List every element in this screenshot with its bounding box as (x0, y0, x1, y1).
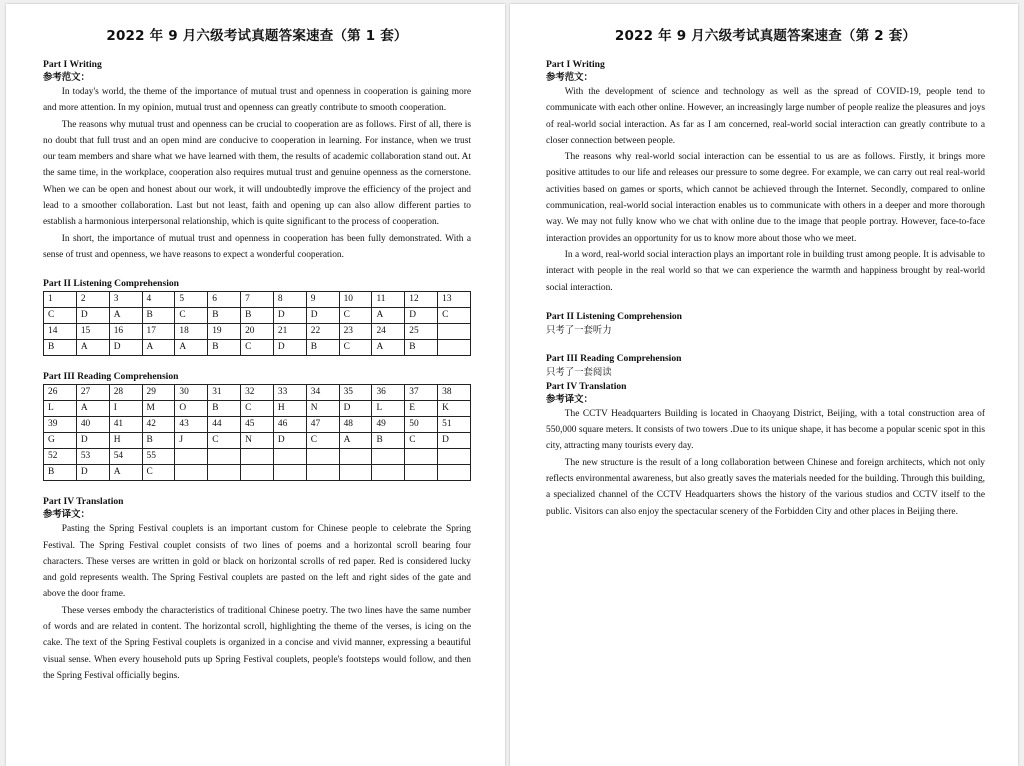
answer-cell (372, 465, 405, 481)
question-number-cell: 35 (339, 385, 372, 401)
answer-cell: D (76, 308, 109, 324)
question-number-cell: 45 (241, 417, 274, 433)
answer-cell: D (76, 465, 109, 481)
question-number-cell: 14 (44, 324, 77, 340)
answer-cell: C (339, 340, 372, 356)
answer-cell (339, 465, 372, 481)
question-number-cell (372, 449, 405, 465)
answer-cell (405, 465, 438, 481)
sample-essay-label: 参考范文： (546, 72, 593, 83)
answer-cell: C (142, 465, 175, 481)
question-number-cell: 7 (241, 292, 274, 308)
paragraph: These verses embody the characteristics of traditional Chinese poetry. The two lines have the same number of words and are related in content. The horizontal scroll, highlighting the theme of the verses, is icing on the cake. The text of the Spring Festival couplets is organized in a concise and vivid manner, expressing a beautiful visual sense. When every household puts up Spring Festival couplets, people's footsteps would follow, and then the Spring Festival officially begins. (43, 605, 471, 681)
question-number-cell: 17 (142, 324, 175, 340)
question-number-cell (241, 449, 274, 465)
question-number-cell (438, 449, 471, 465)
paragraph: The reasons why mutual trust and openness can be crucial to cooperation are as follows. First of all, there is no doubt that full trust and an open mind are conducive to cooperation in learning. For instance, when we trust our team members and share what we have learned with them, the results of academic collaboration stand out. At the same time, in the workplace, cooperation also requires mutual trust and genuine openness as the cornerstone. When we can be open and honest about our work, it will undoubtedly improve the efficiency of the project and lead to a smoother collaboration. Last but not least, faith and opening up can also allow different parties to establish a harmonious interpersonal relationship, which is quite significant to the process of cooperation. (43, 119, 471, 228)
reading-note: 只考了一套阅读 (546, 366, 612, 378)
question-number-cell: 6 (208, 292, 241, 308)
answer-cell: B (142, 433, 175, 449)
answer-cell: A (109, 308, 142, 324)
translation-label: 参考译文： (43, 509, 90, 521)
question-number-cell: 38 (438, 385, 471, 401)
table-row (44, 340, 471, 356)
answer-cell: D (273, 308, 306, 324)
answer-cell: C (405, 433, 438, 449)
question-number-cell: 49 (372, 417, 405, 433)
answer-cell: B (142, 308, 175, 324)
question-number-cell: 4 (142, 292, 175, 308)
table-row (44, 433, 471, 449)
answer-cell (208, 465, 241, 481)
answer-cell: A (109, 465, 142, 481)
page-title: 2022 年 9 月六级考试真题答案速查（第 1 套） (106, 28, 408, 44)
question-number-cell: 2 (76, 292, 109, 308)
question-number-cell: 55 (142, 449, 175, 465)
answer-cell: I (109, 401, 142, 417)
answer-cell: A (339, 433, 372, 449)
paragraph: The reasons why real-world social interaction can be essential to us are as follows. Firstly, it brings more positive attitudes to our life and releases our pressure to some degree. For example, we can carry out real real-world activities based on games or sports, which cannot be achieved through the Internet. Secondly, compared to online communication, real-world social interaction enables us to communicate with others in a deeper and more thorough way. We may not fully know who we chat with online due to the image that people portray. However, face-to-face interaction provides an opportunity for us to know more about those who we meet. (546, 152, 985, 244)
answer-cell: D (306, 308, 339, 324)
answer-cell (273, 465, 306, 481)
answer-cell: G (44, 433, 77, 449)
answer-cell: D (273, 433, 306, 449)
table-row (44, 465, 471, 481)
question-number-cell: 32 (241, 385, 274, 401)
question-number-cell: 26 (44, 385, 77, 401)
question-number-cell: 21 (273, 324, 306, 340)
question-number-cell: 20 (241, 324, 274, 340)
table-row (44, 308, 471, 324)
table-row (44, 449, 471, 465)
answer-cell: A (76, 340, 109, 356)
answer-cell: A (372, 308, 405, 324)
question-number-cell: 30 (175, 385, 208, 401)
section-heading-translation: Part IV Translation (546, 380, 627, 392)
question-number-cell: 24 (372, 324, 405, 340)
answer-cell (175, 465, 208, 481)
section-heading-translation: Part IV Translation (43, 496, 124, 508)
question-number-cell: 28 (109, 385, 142, 401)
answer-cell: A (142, 340, 175, 356)
question-number-cell: 8 (273, 292, 306, 308)
answer-cell: C (339, 308, 372, 324)
question-number-cell: 36 (372, 385, 405, 401)
listening-answer-table (43, 291, 471, 356)
answer-cell: A (175, 340, 208, 356)
question-number-cell: 29 (142, 385, 175, 401)
section-heading-writing: Part I Writing (43, 59, 102, 70)
answer-cell: H (109, 433, 142, 449)
sample-essay-label: 参考范文： (43, 72, 90, 83)
paragraph: In a word, real-world social interaction plays an important role in building trust among people. It is advisable to interact with people in the real world so that we can experience the warmth and happiness brought by real-world social interaction. (546, 249, 985, 293)
answer-cell: B (241, 308, 274, 324)
question-number-cell: 52 (44, 449, 77, 465)
answer-cell (241, 465, 274, 481)
answer-cell: L (372, 401, 405, 417)
reading-answer-table (43, 384, 471, 481)
question-number-cell (339, 449, 372, 465)
question-number-cell: 3 (109, 292, 142, 308)
question-number-cell: 40 (76, 417, 109, 433)
listening-note: 只考了一套听力 (546, 324, 612, 336)
answer-cell: D (405, 308, 438, 324)
answer-cell: B (405, 340, 438, 356)
answer-cell: B (372, 433, 405, 449)
document-page-1 (6, 4, 505, 766)
question-number-cell: 50 (405, 417, 438, 433)
answer-cell: B (208, 401, 241, 417)
question-number-cell: 9 (306, 292, 339, 308)
document-page-2 (510, 4, 1018, 766)
answer-cell: C (175, 308, 208, 324)
answer-cell: B (44, 465, 77, 481)
question-number-cell: 43 (175, 417, 208, 433)
answer-cell: D (438, 433, 471, 449)
question-number-cell (175, 449, 208, 465)
answer-cell: C (208, 433, 241, 449)
question-number-cell: 41 (109, 417, 142, 433)
paragraph: The CCTV Headquarters Building is located in Chaoyang District, Beijing, with a total construction area of 550,000 square meters. It consists of two towers .Due to its unique shape, it has become a popular scenic spot in this city, attracting many tourists every day. (546, 408, 985, 452)
paragraph: Pasting the Spring Festival couplets is an important custom for Chinese people to celebrate the Spring Festival. The Spring Festival couplet consists of two lines of poems and a horizontal scroll bearing four characters. These verses are written in gold or black on horizontal scrolls of red paper. Red is considered lucky and gold represents wealth. The Spring Festival couplets are pasted on the left and right sides of the gate and above the door frame. (43, 524, 471, 600)
answer-cell: D (76, 433, 109, 449)
question-number-cell: 42 (142, 417, 175, 433)
answer-cell (438, 340, 471, 356)
question-number-cell (208, 449, 241, 465)
section-heading-reading: Part III Reading Comprehension (43, 371, 179, 383)
section-heading-listening: Part II Listening Comprehension (546, 310, 683, 322)
question-number-cell: 25 (405, 324, 438, 340)
question-number-cell: 34 (306, 385, 339, 401)
question-number-cell: 1 (44, 292, 77, 308)
question-number-cell: 53 (76, 449, 109, 465)
answer-cell: C (241, 401, 274, 417)
question-number-cell: 31 (208, 385, 241, 401)
answer-cell: B (208, 340, 241, 356)
section-heading-reading: Part III Reading Comprehension (546, 352, 682, 364)
question-number-cell: 33 (273, 385, 306, 401)
paragraph: In short, the importance of mutual trust and openness in cooperation has been fully demonstrated. With a sense of trust and openness, we have reasons to expect a wonderful cooperation. (43, 233, 471, 260)
answer-cell: B (44, 340, 77, 356)
translation-label: 参考译文： (546, 393, 593, 405)
question-number-cell: 10 (339, 292, 372, 308)
question-number-cell: 51 (438, 417, 471, 433)
question-number-cell (273, 449, 306, 465)
question-number-cell: 16 (109, 324, 142, 340)
answer-cell: H (273, 401, 306, 417)
section-heading-listening: Part II Listening Comprehension (43, 278, 180, 290)
question-number-cell: 22 (306, 324, 339, 340)
answer-cell: C (241, 340, 274, 356)
answer-cell: K (438, 401, 471, 417)
question-number-cell: 18 (175, 324, 208, 340)
answer-cell: J (175, 433, 208, 449)
answer-cell: M (142, 401, 175, 417)
answer-cell: A (372, 340, 405, 356)
answer-cell: D (109, 340, 142, 356)
page-title: 2022 年 9 月六级考试真题答案速查（第 2 套） (614, 28, 917, 44)
answer-cell: L (44, 401, 77, 417)
answer-cell: B (208, 308, 241, 324)
paragraph: With the development of science and technology as well as the spread of COVID-19, people tend to communicate with each other online. However, an increasingly large number of people realize the pleasures and joys of real-world social interaction. As far as I am concerned, real-world social interaction can greatly contribute to a closer connection between people. (546, 87, 985, 146)
answer-cell: N (241, 433, 274, 449)
question-number-cell: 5 (175, 292, 208, 308)
question-number-cell: 15 (76, 324, 109, 340)
question-number-cell: 39 (44, 417, 77, 433)
paragraph: The new structure is the result of a long collaboration between Chinese and foreign architects, which not only reflects environmental awareness, but also greatly saves the materials needed for the building. Through this building, a specialized channel of the CCTV Headquarters shows the history of the various studios and CCTV itself to the public. Visitors can also enjoy the spectacular scenery of the Forbidden City and other places in Beijing there. (546, 457, 985, 517)
question-number-cell: 11 (372, 292, 405, 308)
question-number-cell: 13 (438, 292, 471, 308)
question-number-cell: 48 (339, 417, 372, 433)
table-row (44, 324, 471, 340)
table-row (44, 385, 471, 401)
question-number-cell: 19 (208, 324, 241, 340)
section-heading-writing: Part I Writing (546, 59, 605, 70)
answer-cell: E (405, 401, 438, 417)
question-number-cell (405, 449, 438, 465)
answer-cell: D (339, 401, 372, 417)
question-number-cell: 27 (76, 385, 109, 401)
answer-cell: C (44, 308, 77, 324)
question-number-cell: 37 (405, 385, 438, 401)
question-number-cell: 46 (273, 417, 306, 433)
answer-cell: O (175, 401, 208, 417)
question-number-cell (438, 324, 471, 340)
question-number-cell: 12 (405, 292, 438, 308)
answer-cell: A (76, 401, 109, 417)
answer-cell: D (273, 340, 306, 356)
answer-cell: C (438, 308, 471, 324)
question-number-cell (306, 449, 339, 465)
paragraph: In today's world, the theme of the importance of mutual trust and openness in cooperation is gaining more and more attention. In my opinion, mutual trust and openness can greatly contribute to smooth cooperation. (43, 87, 471, 114)
question-number-cell: 54 (109, 449, 142, 465)
answer-cell: C (306, 433, 339, 449)
answer-cell (306, 465, 339, 481)
answer-cell: N (306, 401, 339, 417)
table-row (44, 401, 471, 417)
question-number-cell: 47 (306, 417, 339, 433)
table-row (44, 292, 471, 308)
answer-cell (438, 465, 471, 481)
question-number-cell: 23 (339, 324, 372, 340)
answer-cell: B (306, 340, 339, 356)
question-number-cell: 44 (208, 417, 241, 433)
table-row (44, 417, 471, 433)
